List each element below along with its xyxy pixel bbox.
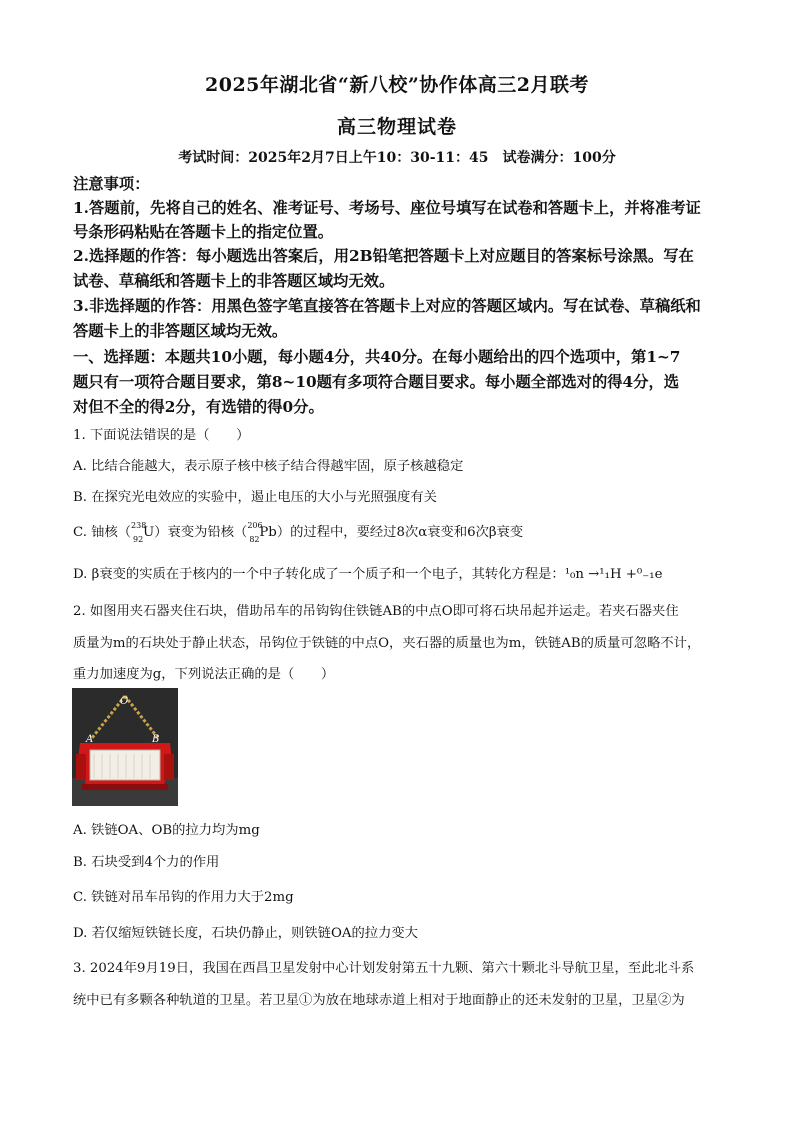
notes-line: 答题卡上的非答题区域均无效。 bbox=[73, 322, 288, 340]
lead-mass-number: 206 bbox=[247, 521, 263, 530]
q1-option-d bbox=[73, 563, 723, 582]
q1-option-b: B. 在探究光电效应的实验中，遏止电压的大小与光照强度有关 bbox=[73, 490, 437, 505]
q2-stem-line: 重力加速度为g，下列说法正确的是（ ） bbox=[73, 667, 335, 682]
point-o-label: O bbox=[120, 696, 129, 707]
notes-line: 1.答题前，先将自己的姓名、准考证号、考场号、座位号填写在试卷和答题卡上，并将准考证 bbox=[73, 199, 701, 217]
q1-option-c-pre: C. 铀核（ bbox=[73, 525, 132, 540]
exam-title: 2025年湖北省“新八校”协作体高三2月联考 bbox=[205, 74, 589, 96]
q2-option-b: B. 石块受到4个力的作用 bbox=[73, 855, 220, 870]
q1-option-c-post: ）的过程中，要经过8次α衰变和6次β衰变 bbox=[276, 525, 524, 540]
uranium-mass-number: 238 bbox=[131, 521, 147, 530]
q2-option-c: C. 铁链对吊车吊钩的作用力大于2mg bbox=[73, 890, 294, 905]
notes-line: 试卷、草稿纸和答题卡上的非答题区域均无效。 bbox=[73, 272, 395, 290]
stone-clamp-photo bbox=[72, 688, 178, 806]
exam-info: 考试时间：2025年2月7日上午10：30-11：45 试卷满分：100分 bbox=[178, 150, 616, 166]
point-b-label: B bbox=[152, 734, 160, 745]
q2-stem-line: 2. 如图用夹石器夹住石块，借助吊车的吊钩钩住铁链AB的中点O即可将石块吊起并运走。若夹石器夹住 bbox=[73, 604, 679, 619]
q1-option-c bbox=[73, 521, 723, 544]
exam-subtitle: 高三物理试卷 bbox=[336, 116, 457, 138]
lead-nuclide bbox=[247, 521, 277, 544]
q1-option-c-mid: ）衰变为铅核（ bbox=[154, 525, 248, 540]
q1-stem: 1. 下面说法错误的是（ ） bbox=[73, 428, 250, 443]
uranium-nuclide bbox=[131, 521, 155, 544]
lead-atomic-number: 82 bbox=[249, 535, 260, 544]
lead-symbol: Pb bbox=[259, 525, 277, 540]
uranium-atomic-number: 92 bbox=[133, 535, 144, 544]
notes-line: 号条形码粘贴在答题卡上的指定位置。 bbox=[73, 223, 334, 241]
notes-line: 3.非选择题的作答：用黑色签字笔直接答在答题卡上对应的答题区域内。写在试卷、草稿纸和 bbox=[73, 297, 701, 315]
notes-line: 2.选择题的作答：每小题选出答案后，用2B铅笔把答题卡上对应题目的答案标号涂黑。写在 bbox=[73, 247, 694, 265]
section-heading-line: 对但不全的得2分，有选错的得0分。 bbox=[73, 398, 324, 416]
section-heading-line: 题只有一项符合题目要求，第8~10题有多项符合题目要求。每小题全部选对的得4分，选 bbox=[73, 373, 680, 391]
decay-equation: ¹₀n →¹₁H +⁰₋₁e bbox=[564, 567, 663, 582]
q3-stem-line: 3. 2024年9月19日，我国在西昌卫星发射中心计划发射第五十九颗、第六十颗北斗导航卫星，至此北斗系 bbox=[73, 961, 695, 976]
q1-option-a: A. 比结合能越大，表示原子核中核子结合得越牢固，原子核越稳定 bbox=[73, 459, 464, 474]
q2-option-a: A. 铁链OA、OB的拉力均为mg bbox=[73, 823, 260, 838]
notes-heading: 注意事项： bbox=[73, 175, 150, 193]
q2-option-d: D. 若仅缩短铁链长度，石块仍静止，则铁链OA的拉力变大 bbox=[73, 926, 418, 941]
point-a-label: A bbox=[86, 734, 94, 745]
q1-option-d-text: D. β衰变的实质在于核内的一个中子转化成了一个质子和一个电子，其转化方程是： bbox=[73, 567, 565, 582]
q3-stem-line: 统中已有多颗各种轨道的卫星。若卫星①为放在地球赤道上相对于地面静止的还未发射的卫星，卫星②为 bbox=[73, 993, 685, 1008]
q2-stem-line: 质量为m的石块处于静止状态，吊钩位于铁链的中点O，夹石器的质量也为m，铁链AB的质量可忽略不计， bbox=[73, 636, 701, 651]
uranium-symbol: U bbox=[143, 525, 155, 540]
section-heading-line: 一、选择题：本题共10小题，每小题4分，共40分。在每小题给出的四个选项中，第1~7 bbox=[73, 348, 681, 366]
